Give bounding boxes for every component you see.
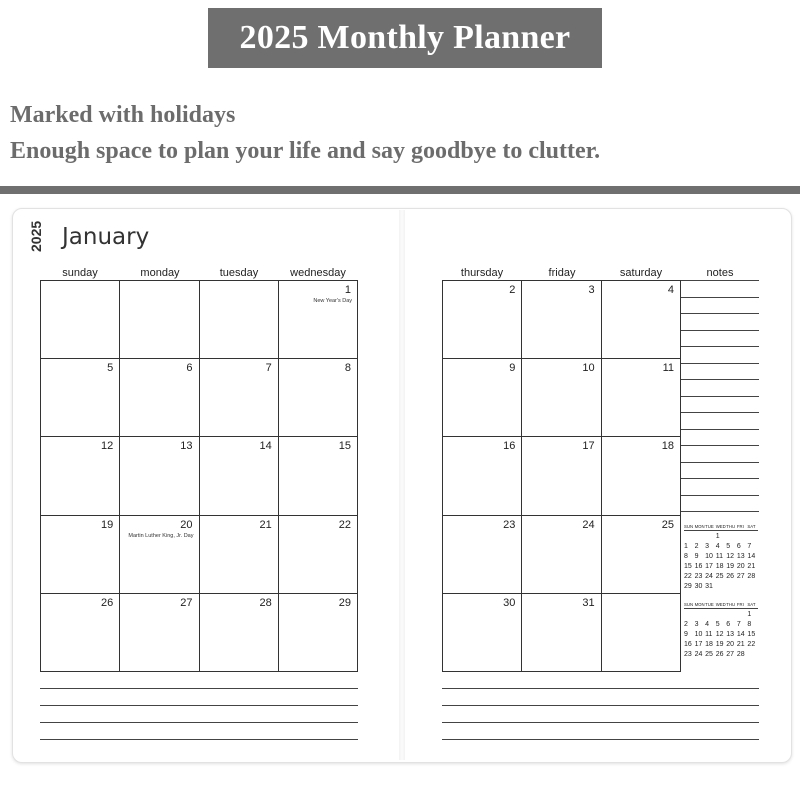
day-cell[interactable] <box>120 594 199 672</box>
day-number: 5 <box>107 362 114 375</box>
mini-day: 10 <box>694 631 703 638</box>
mini-weekday: SAT <box>747 602 756 607</box>
mini-day <box>737 610 748 620</box>
ruled-line <box>40 705 358 706</box>
planner-spine <box>399 210 405 760</box>
mini-day <box>747 650 758 660</box>
mini-day <box>716 582 727 592</box>
day-cell[interactable] <box>443 516 522 594</box>
mini-day <box>726 532 737 542</box>
day-cell[interactable] <box>602 594 681 672</box>
mini-weekday: MON <box>694 602 705 607</box>
mini-day: 17 <box>694 641 703 648</box>
page-title: 2025 Monthly Planner <box>239 19 571 56</box>
mini-day: 12 <box>726 553 735 560</box>
mini-day: 29 <box>684 583 692 590</box>
mini-day: 1 <box>747 611 752 618</box>
mini-day: 20 <box>726 641 735 648</box>
day-number: 6 <box>186 362 193 375</box>
mini-day: 4 <box>705 621 710 628</box>
day-cell[interactable] <box>41 594 120 672</box>
mini-day: 28 <box>747 573 756 580</box>
day-number: 17 <box>582 440 595 453</box>
mini-day: 7 <box>747 543 752 550</box>
day-cell[interactable] <box>120 516 199 594</box>
holiday-label: New Year's Day <box>313 298 352 304</box>
day-cell[interactable] <box>200 281 279 359</box>
day-cell[interactable] <box>443 594 522 672</box>
day-header-sunday: sunday <box>62 267 98 279</box>
notes-area[interactable] <box>681 280 759 512</box>
day-cell[interactable] <box>120 437 199 515</box>
mini-day: 10 <box>705 553 713 560</box>
mini-day: 21 <box>736 641 745 648</box>
space-tagline: Enough space to plan your life and say goodbye to clutter. <box>10 138 601 164</box>
mini-day: 21 <box>747 563 756 570</box>
mini-day <box>705 610 716 620</box>
mini-day: 16 <box>684 641 692 648</box>
day-number: 27 <box>180 596 193 609</box>
month-title: January <box>62 224 150 250</box>
day-number: 24 <box>582 518 595 531</box>
mini-calendar-days <box>684 532 758 592</box>
day-number: 12 <box>101 440 114 453</box>
ruled-line <box>681 445 759 446</box>
day-cell[interactable] <box>522 594 601 672</box>
mini-day <box>737 582 748 592</box>
mini-calendar-header <box>684 602 758 609</box>
ruled-line <box>681 396 759 397</box>
mini-day <box>705 532 716 542</box>
mini-day: 23 <box>694 573 703 580</box>
mini-day: 27 <box>736 573 745 580</box>
day-number: 10 <box>582 362 595 375</box>
bottom-lines-left[interactable] <box>40 688 358 748</box>
mini-day: 18 <box>715 563 724 570</box>
bottom-lines-right[interactable] <box>442 688 759 748</box>
mini-weekday: THU <box>726 524 736 529</box>
mini-day: 9 <box>684 631 688 638</box>
mini-weekday: SUN <box>684 524 694 529</box>
ruled-line <box>681 363 759 364</box>
day-number: 18 <box>661 440 674 453</box>
ruled-line <box>681 297 759 298</box>
ruled-line <box>681 280 759 281</box>
mini-calendar-header <box>684 524 758 531</box>
mini-calendar-days <box>684 610 758 660</box>
day-cell[interactable] <box>200 594 279 672</box>
mini-day: 2 <box>684 621 688 628</box>
day-number: 23 <box>503 518 516 531</box>
mini-day: 27 <box>726 651 735 658</box>
day-cell[interactable] <box>522 359 601 437</box>
day-number: 28 <box>259 596 272 609</box>
mini-day <box>684 532 695 542</box>
mini-day: 19 <box>726 563 735 570</box>
mini-weekday: TUE <box>705 602 714 607</box>
day-number: 1 <box>344 284 351 296</box>
mini-day: 22 <box>684 573 692 580</box>
day-number: 9 <box>509 362 516 375</box>
day-number: 15 <box>338 440 351 453</box>
mini-weekday: WED <box>715 524 726 529</box>
day-header-saturday: saturday <box>619 267 663 279</box>
mini-day: 13 <box>736 553 745 560</box>
day-number: 22 <box>338 518 351 531</box>
day-header-wednesday: wednesday <box>290 267 346 279</box>
day-number: 19 <box>101 518 114 531</box>
holiday-label: Martin Luther King, Jr. Day <box>128 532 194 539</box>
mini-day <box>684 610 695 620</box>
mini-day: 15 <box>747 631 756 638</box>
day-header-tuesday: tuesday <box>219 267 259 279</box>
day-header-thursday: thursday <box>460 267 504 279</box>
ruled-line <box>681 462 759 463</box>
mini-weekday: FRI <box>736 524 744 529</box>
mini-calendar-january <box>684 524 758 592</box>
day-cell[interactable] <box>279 281 358 359</box>
mini-day: 24 <box>705 573 713 580</box>
divider-bar <box>0 186 800 194</box>
calendar-grid-left <box>40 280 358 672</box>
mini-day: 5 <box>715 621 720 628</box>
ruled-line <box>681 429 759 430</box>
mini-day: 1 <box>684 543 688 550</box>
mini-day: 1 <box>715 533 720 540</box>
title-banner <box>208 8 602 68</box>
day-cell[interactable] <box>522 437 601 515</box>
ruled-line <box>681 379 759 380</box>
mini-day: 11 <box>715 553 723 560</box>
mini-day: 28 <box>736 651 745 658</box>
mini-day: 8 <box>684 553 688 560</box>
day-cell[interactable] <box>522 516 601 594</box>
notes-header: notes <box>706 267 734 279</box>
day-number: 20 <box>180 518 193 531</box>
mini-day: 7 <box>736 621 741 628</box>
mini-day: 8 <box>747 621 752 628</box>
mini-day <box>737 532 748 542</box>
mini-day: 25 <box>715 573 724 580</box>
mini-weekday: TUE <box>705 524 714 529</box>
day-number: 14 <box>259 440 272 453</box>
day-cell[interactable] <box>41 359 120 437</box>
day-number: 21 <box>259 518 272 531</box>
mini-day: 2 <box>694 543 699 550</box>
mini-day: 4 <box>715 543 720 550</box>
ruled-line <box>40 722 358 723</box>
day-number: 2 <box>509 284 516 296</box>
mini-day: 24 <box>694 651 703 658</box>
mini-day: 14 <box>747 553 756 560</box>
mini-day: 13 <box>726 631 735 638</box>
mini-day: 6 <box>726 621 731 628</box>
day-cell[interactable] <box>443 437 522 515</box>
mini-day: 23 <box>684 651 692 658</box>
mini-day <box>716 610 727 620</box>
day-cell[interactable] <box>443 281 522 359</box>
ruled-line <box>442 688 759 689</box>
mini-day <box>695 610 706 620</box>
ruled-line <box>681 511 759 512</box>
day-cell[interactable] <box>522 281 601 359</box>
day-number: 29 <box>338 596 351 609</box>
ruled-line <box>681 313 759 314</box>
day-cell[interactable] <box>41 516 120 594</box>
day-cell[interactable] <box>279 359 358 437</box>
mini-weekday: SAT <box>747 524 756 529</box>
ruled-line <box>681 346 759 347</box>
mini-day <box>747 532 758 542</box>
calendar-grid-right <box>442 280 681 672</box>
mini-day: 25 <box>705 651 713 658</box>
day-cell[interactable] <box>279 437 358 515</box>
mini-day: 3 <box>694 621 699 628</box>
day-cell[interactable] <box>602 516 681 594</box>
day-cell[interactable] <box>200 437 279 515</box>
ruled-line <box>681 412 759 413</box>
day-cell[interactable] <box>443 359 522 437</box>
day-header-monday: monday <box>140 267 180 279</box>
day-header-friday: friday <box>548 267 576 279</box>
mini-day: 14 <box>736 631 745 638</box>
day-cell[interactable] <box>279 594 358 672</box>
mini-day <box>726 582 737 592</box>
mini-calendar-february <box>684 602 758 660</box>
day-cell[interactable] <box>200 516 279 594</box>
ruled-line <box>681 330 759 331</box>
mini-day: 17 <box>705 563 713 570</box>
day-number: 11 <box>662 362 674 375</box>
day-cell[interactable] <box>602 437 681 515</box>
day-cell[interactable] <box>41 281 120 359</box>
mini-day <box>747 582 758 592</box>
mini-day: 3 <box>705 543 710 550</box>
mini-day: 15 <box>684 563 692 570</box>
mini-weekday: MON <box>694 524 705 529</box>
ruled-line <box>442 722 759 723</box>
day-cell[interactable] <box>120 281 199 359</box>
ruled-line <box>681 478 759 479</box>
mini-day <box>726 610 737 620</box>
mini-day: 16 <box>694 563 703 570</box>
ruled-line <box>40 688 358 689</box>
mini-day: 12 <box>715 631 724 638</box>
mini-day: 26 <box>715 651 724 658</box>
mini-day: 20 <box>736 563 745 570</box>
mini-weekday: SUN <box>684 602 694 607</box>
mini-day <box>695 532 706 542</box>
mini-day: 5 <box>726 543 731 550</box>
day-cell[interactable] <box>120 359 199 437</box>
day-cell[interactable] <box>41 437 120 515</box>
day-number: 16 <box>503 440 516 453</box>
day-cell[interactable] <box>200 359 279 437</box>
mini-day: 30 <box>694 583 703 590</box>
mini-day: 6 <box>736 543 741 550</box>
mini-day: 9 <box>694 553 699 560</box>
mini-day: 19 <box>715 641 724 648</box>
day-number: 25 <box>661 518 674 531</box>
day-number: 13 <box>180 440 193 453</box>
ruled-line <box>40 739 358 740</box>
mini-weekday: THU <box>726 602 736 607</box>
mini-day: 26 <box>726 573 735 580</box>
day-number: 7 <box>265 362 272 375</box>
ruled-line <box>442 705 759 706</box>
day-number: 31 <box>582 596 595 609</box>
ruled-line <box>442 739 759 740</box>
mini-weekday: WED <box>715 602 726 607</box>
day-number: 3 <box>588 284 595 296</box>
year-label: 2025 <box>28 220 44 252</box>
day-number: 26 <box>101 596 114 609</box>
day-cell[interactable] <box>279 516 358 594</box>
ruled-line <box>681 495 759 496</box>
day-cell[interactable] <box>602 281 681 359</box>
day-cell[interactable] <box>602 359 681 437</box>
mini-day: 18 <box>705 641 713 648</box>
mini-weekday: FRI <box>736 602 744 607</box>
day-number: 4 <box>667 284 674 296</box>
day-number: 30 <box>503 596 516 609</box>
mini-day: 11 <box>705 631 713 638</box>
mini-day: 31 <box>705 583 713 590</box>
holidays-tagline: Marked with holidays <box>10 102 236 128</box>
day-number: 8 <box>344 362 351 375</box>
mini-day: 22 <box>747 641 756 648</box>
